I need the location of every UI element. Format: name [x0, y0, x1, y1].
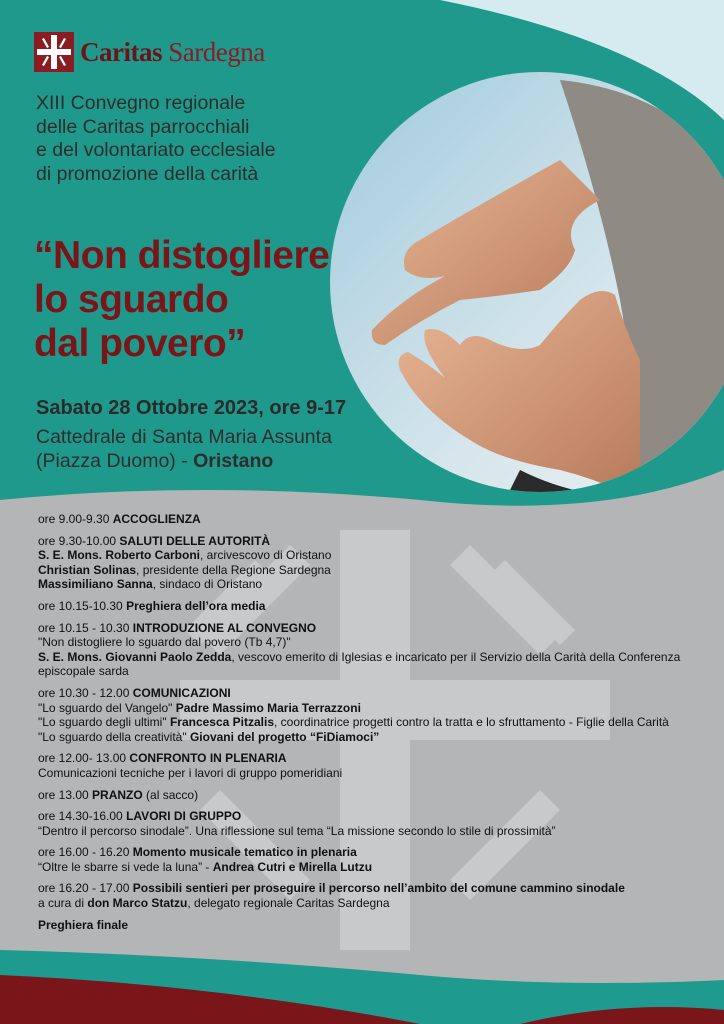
detail-text: , arcivescovo di Oristano — [200, 548, 332, 563]
detail-speaker: S. E. Mons. Giovanni Paolo Zedda — [38, 649, 232, 664]
schedule-time: ore 10.30 - 12.00 — [38, 685, 133, 700]
schedule-time: ore 9.00-9.30 — [38, 512, 113, 526]
schedule-item — [38, 809, 718, 838]
schedule-time: ore 16.20 - 17.00 — [38, 881, 133, 896]
schedule-time: ore 12.00- 13.00 — [38, 751, 130, 766]
schedule-item-header — [38, 788, 718, 803]
detail-text: "Non distogliere lo sguardo dal povero (Tb 4,7)" — [38, 635, 291, 650]
schedule-detail-line — [38, 635, 718, 650]
detail-prefix: a cura di — [38, 896, 88, 911]
schedule-title: Preghiera dell’ora media — [126, 598, 266, 613]
schedule-detail-line — [38, 730, 718, 745]
detail-prefix: "Lo sguardo della creatività" — [38, 729, 190, 744]
schedule-item-header — [38, 881, 718, 896]
schedule-title-suffix: (al sacco) — [142, 787, 199, 802]
schedule-item-header — [38, 512, 718, 527]
schedule-item — [38, 686, 718, 744]
schedule-detail-line — [38, 766, 718, 781]
schedule-time: ore 10.15-10.30 — [38, 598, 127, 613]
schedule-item — [38, 512, 718, 527]
schedule-item-header — [38, 845, 718, 860]
schedule-detail-line — [38, 650, 688, 679]
schedule-title: Momento musicale tematico in plenaria — [132, 845, 357, 860]
detail-speaker: don Marco Statzu — [87, 896, 188, 911]
detail-text: , coordinatrice progetti contro la tratta e lo sfruttamento - Figlie della Carità — [274, 715, 669, 730]
schedule-detail-line — [38, 824, 718, 839]
schedule-title: SALUTI DELLE AUTORITÀ — [119, 533, 271, 548]
logo-word-sardegna: Sardegna — [168, 36, 265, 67]
detail-text: , delegato regionale Caritas Sardegna — [187, 896, 390, 911]
schedule-item — [38, 751, 718, 780]
schedule-item-header — [38, 809, 718, 824]
caritas-logo — [34, 32, 265, 72]
event-date: Sabato 28 Ottobre 2023, ore 9-17 — [36, 397, 347, 419]
schedule-time: ore 13.00 — [38, 787, 93, 802]
schedule-item-header — [38, 686, 718, 701]
detail-prefix: "Lo sguardo del Vangelo" — [38, 700, 176, 715]
title-line: “Non distogliere — [34, 234, 330, 277]
detail-text: , vescovo emerito di Iglesias e incaricato per il Servizio della Carità della Conferenza episcopale sarda — [38, 649, 681, 679]
detail-speaker: Francesca Pitzalis — [169, 715, 274, 730]
schedule-detail-line — [38, 548, 718, 563]
detail-text: “Dentro il percorso sinodale”. Una riflessione sul tema “La missione secondo lo stile di prossimità” — [38, 823, 556, 838]
schedule-time: ore 16.00 - 16.20 — [38, 845, 133, 860]
detail-speaker: Giovani del progetto “FiDiamoci” — [189, 729, 380, 744]
schedule-item-header — [38, 621, 718, 636]
schedule-time: ore 10.15 - 10.30 — [38, 620, 133, 635]
venue-city: Oristano — [193, 450, 274, 472]
logo-word-caritas: Caritas — [80, 36, 162, 67]
detail-speaker: Massimiliano Sanna — [38, 577, 153, 592]
schedule-title: ACCOGLIENZA — [112, 512, 201, 526]
schedule-detail-line — [38, 563, 718, 578]
logo-wordmark — [80, 36, 265, 67]
venue-line2 — [36, 449, 332, 473]
schedule-title: PRANZO — [92, 787, 143, 802]
schedule-title: CONFRONTO IN PLENARIA — [129, 751, 287, 766]
subtitle-line: e del volontariato ecclesiale — [36, 139, 276, 161]
detail-prefix: “Oltre le sbarre si vede la luna” - — [38, 859, 213, 874]
schedule-time: ore 9.30-10.00 — [38, 533, 120, 548]
schedule-detail-line — [38, 577, 718, 592]
closing-prayer: Preghiera finale — [38, 917, 129, 932]
detail-speaker: Christian Solinas — [38, 562, 137, 577]
schedule-item — [38, 621, 718, 679]
schedule-title: LAVORI DI GRUPPO — [126, 809, 242, 824]
schedule-detail-line — [38, 860, 718, 875]
subtitle-line: XIII Convegno regionale — [36, 92, 246, 114]
detail-speaker: S. E. Mons. Roberto Carboni — [38, 548, 201, 563]
caritas-cross-icon — [34, 32, 74, 72]
detail-text: Comunicazioni tecniche per i lavori di gruppo pomeridiani — [38, 765, 343, 780]
detail-text: , presidente della Regione Sardegna — [136, 562, 331, 577]
event-title — [34, 234, 329, 366]
subtitle-line: delle Caritas parrocchiali — [36, 115, 250, 138]
venue-prefix: (Piazza Duomo) - — [36, 450, 194, 472]
program-schedule — [38, 512, 718, 932]
schedule-title: COMUNICAZIONI — [132, 685, 231, 700]
event-venue — [36, 425, 332, 473]
detail-prefix: "Lo sguardo degli ultimi" — [38, 715, 170, 730]
subtitle-line: di promozione della carità — [36, 162, 259, 185]
detail-text: , sindaco di Oristano — [152, 577, 263, 592]
schedule-item — [38, 881, 718, 910]
schedule-item-header — [38, 534, 718, 549]
schedule-item — [38, 788, 718, 803]
schedule-item — [38, 534, 718, 592]
schedule-item-header — [38, 599, 718, 614]
title-line: lo sguardo — [34, 278, 229, 321]
title-line: dal povero” — [34, 322, 246, 365]
event-subtitle — [36, 92, 356, 186]
schedule-item — [38, 599, 718, 614]
schedule-time: ore 14.30-16.00 — [38, 809, 127, 824]
schedule-detail-line — [38, 896, 718, 911]
detail-speaker: Padre Massimo Maria Terrazzoni — [175, 700, 361, 715]
schedule-detail-line — [38, 715, 688, 730]
detail-speaker: Andrea Cutri e Mirella Lutzu — [212, 859, 373, 874]
schedule-item — [38, 845, 718, 874]
schedule-title: Possibili sentieri per proseguire il percorso nell’ambito del comune cammino sinodale — [132, 881, 625, 896]
venue-line1: Cattedrale di Santa Maria Assunta — [36, 426, 332, 448]
schedule-item-header — [38, 751, 718, 766]
schedule-detail-line — [38, 701, 718, 716]
schedule-title: INTRODUZIONE AL CONVEGNO — [132, 620, 317, 635]
reaching-hands-photo — [340, 62, 724, 502]
